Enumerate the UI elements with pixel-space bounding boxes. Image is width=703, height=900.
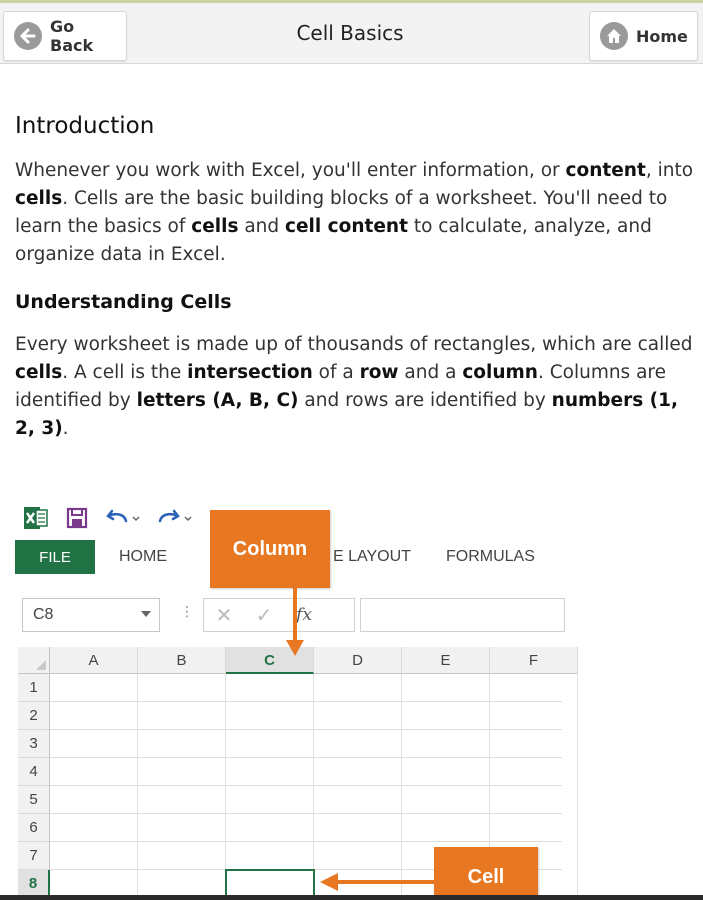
intro-paragraph (15, 157, 695, 269)
row-header-7[interactable]: 7 (18, 842, 50, 870)
text-run: , into (645, 160, 694, 181)
grid-row-line (50, 701, 562, 702)
formula-buttons (203, 598, 355, 632)
tab-page-layout: E LAYOUT (333, 548, 411, 565)
grid-row-line (50, 785, 562, 786)
text-run: Every worksheet is made up of thousands of rectangles, which are called (15, 334, 693, 355)
cancel-x-icon: ✕ (215, 603, 233, 627)
grid-row-line (50, 757, 562, 758)
formula-bar (360, 598, 565, 632)
bold-term: cell content (285, 216, 408, 237)
intro-heading: Introduction (15, 113, 155, 139)
redo-icon (158, 507, 192, 529)
row-header-4[interactable]: 4 (18, 758, 50, 786)
row-header-6[interactable]: 6 (18, 814, 50, 842)
bold-term: cells (191, 216, 239, 237)
bottom-edge (0, 895, 703, 900)
text-run: and rows are identified by (298, 390, 552, 411)
grid-row-line (50, 841, 562, 842)
grid-column-line (137, 674, 138, 898)
bold-term: cells (15, 188, 63, 209)
understanding-cells-heading: Understanding Cells (15, 291, 232, 313)
text-run: to calculate, analyze, and organize data in Excel. (15, 216, 652, 265)
top-nav-bar (0, 0, 703, 64)
cell-callout: Cell (434, 847, 538, 900)
cell-arrow-icon (318, 870, 436, 894)
column-header-c[interactable]: C (226, 647, 314, 674)
column-header-a[interactable]: A (50, 647, 138, 674)
column-header-b[interactable]: B (138, 647, 226, 674)
text-run: . A cell is the (62, 362, 188, 383)
tab-formulas: FORMULAS (446, 548, 535, 565)
grid-column-line (401, 674, 402, 898)
text-run: . Cells are the basic building blocks of a worksheet. You'll need to learn the basics of (15, 188, 668, 237)
text-run: and a (398, 362, 463, 383)
text-run: . (62, 418, 69, 439)
divider-dots-icon: ⋮ (180, 604, 194, 620)
bold-term: letters (A, B, C) (136, 390, 299, 411)
bold-term: intersection (187, 362, 313, 383)
arrow-left-icon (14, 22, 42, 50)
quick-access-toolbar (24, 507, 192, 529)
row-header-2[interactable]: 2 (18, 702, 50, 730)
column-callout: Column (210, 510, 330, 588)
go-back-button[interactable] (3, 11, 127, 61)
row-header-1[interactable]: 1 (18, 674, 50, 702)
grid-column-line (577, 674, 578, 898)
grid-row-line (50, 813, 562, 814)
save-icon (66, 507, 88, 529)
page-title: Cell Basics (296, 21, 404, 45)
excel-screenshot (0, 495, 703, 900)
name-box (22, 598, 160, 632)
select-all-corner (18, 647, 50, 674)
grid-column-line (313, 674, 314, 898)
tab-home: HOME (119, 548, 167, 565)
lesson-content (15, 113, 695, 443)
column-header-d[interactable]: D (314, 647, 402, 674)
grid-column-line (225, 674, 226, 898)
bold-term: column (462, 362, 538, 383)
row-header-8[interactable]: 8 (18, 870, 50, 898)
go-back-label: Go Back (50, 17, 94, 55)
function-icon: fx (296, 605, 312, 625)
bold-term: content (565, 160, 646, 181)
bold-term: cells (15, 362, 63, 383)
cells-paragraph (15, 331, 695, 443)
column-arrow-icon (280, 588, 310, 660)
home-label: Home (636, 26, 688, 46)
enter-check-icon: ✓ (255, 603, 273, 627)
row-header-3[interactable]: 3 (18, 730, 50, 758)
bold-term: row (359, 362, 399, 383)
tab-file: FILE (15, 540, 95, 574)
undo-icon (106, 507, 140, 529)
excel-logo-icon (24, 507, 48, 529)
grid-row-line (50, 729, 562, 730)
bold-term: numbers (1, 2, 3) (15, 390, 679, 439)
home-icon (600, 22, 628, 50)
row-header-5[interactable]: 5 (18, 786, 50, 814)
name-box-value: C8 (33, 606, 54, 623)
home-button[interactable] (589, 11, 698, 61)
text-run: . Columns are identified by (15, 362, 666, 411)
column-header-e[interactable]: E (402, 647, 490, 674)
column-header-f[interactable]: F (490, 647, 578, 674)
text-run: Whenever you work with Excel, you'll enter information, or (15, 160, 566, 181)
text-run: and (238, 216, 286, 237)
text-run: of a (312, 362, 360, 383)
chevron-down-icon (141, 611, 151, 617)
